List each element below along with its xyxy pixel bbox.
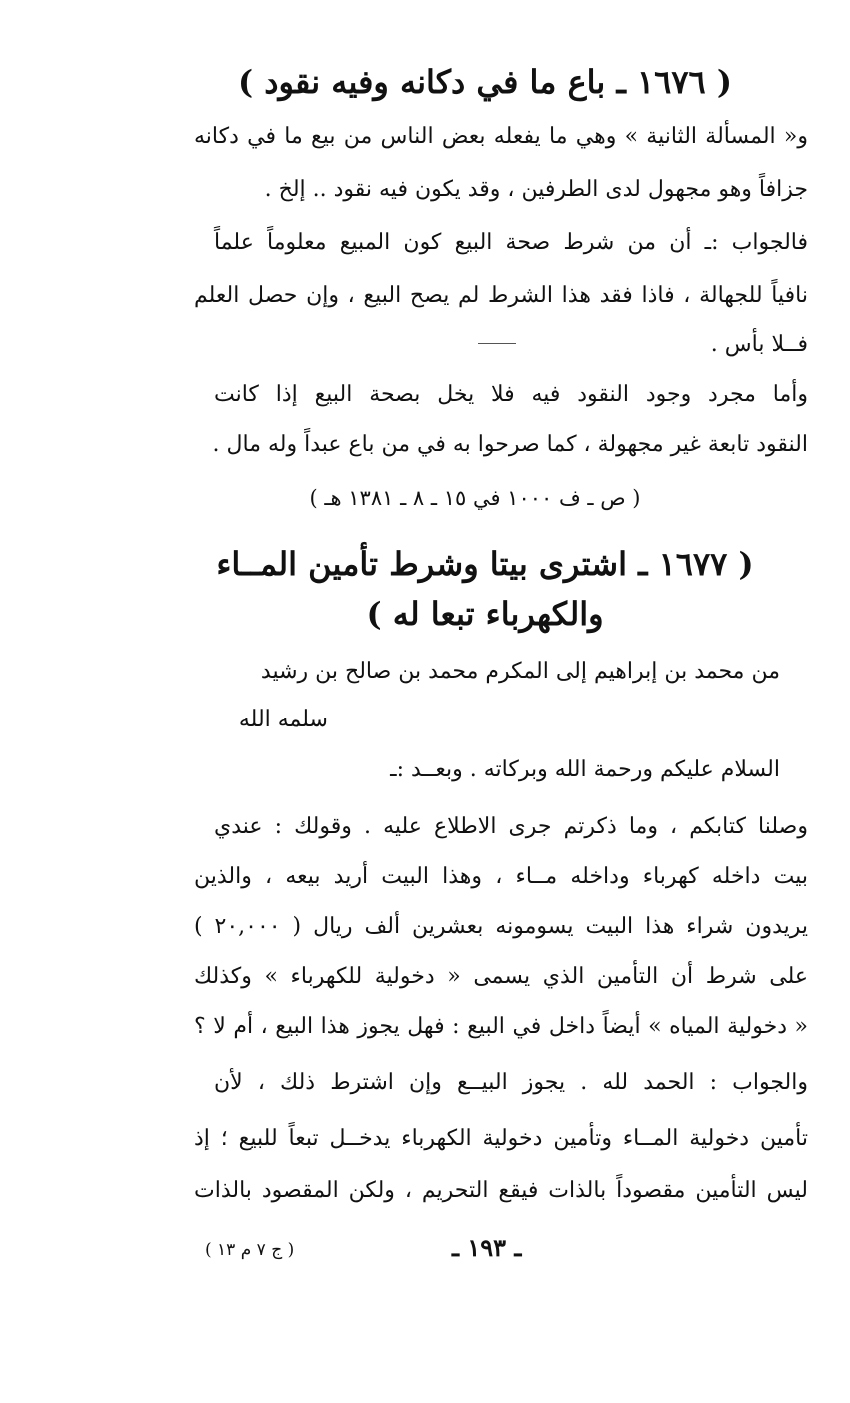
section-1676-line-1: و« المسألة الثانية » وهي ما يفعله بعض الناس من بيع ما في دكانه [194,124,808,149]
volume-marker: ( ج ٧ م ١٣ ) [205,1240,295,1260]
letter-address-line-1: من محمد بن إبراهيم إلى المكرم محمد بن صالح بن رشيد [260,659,780,684]
section-1676-heading: ( ١٦٧٦ ـ باع ما في دكانه وفيه نقود ) [237,63,732,101]
section-1676-line-2: جزافاً وهو مجهول لدى الطرفين ، وقد يكون فيه نقود .. إلخ . [264,177,808,202]
section-1677-line-8: ليس التأمين مقصوداً بالذات فيقع التحريم ، ولكن المقصود بالذات [194,1178,808,1203]
section-1676-line-6: وأما مجرد وجود النقود فيه فلا يخل بصحة البيع إذا كانت [214,382,808,407]
section-1677-heading-line-2: والكهرباء تبعا له ) [366,595,604,633]
section-1677-line-2: بيت داخله كهرباء وداخله مــاء ، وهذا البيت أريد بيعه ، والذين [194,864,808,889]
section-1676-line-5: فــلا بأس . [710,332,808,357]
letter-greeting: السلام عليكم ورحمة الله وبركاته . وبعــد :ـ [390,757,780,782]
section-1677-line-6: والجواب : الحمد لله . يجوز البيــع وإن اشترط ذلك ، لأن [214,1070,808,1095]
section-1676-line-4: نافياً للجهالة ، فاذا فقد هذا الشرط لم يصح البيع ، وإن حصل العلم [194,283,808,308]
letter-address-line-2: سلمه الله [238,707,328,732]
section-1677-line-4: على شرط أن التأمين الذي يسمى « دخولية للكهرباء » وكذلك [194,964,808,989]
section-1676-line-7: النقود تابعة غير مجهولة ، كما صرحوا به في من باع عبداً وله مال . [212,432,808,457]
section-1677-heading-line-1: ( ١٦٧٧ ـ اشترى بيتا وشرط تأمين المــاء [216,545,754,583]
section-1677-line-1: وصلنا كتابكم ، وما ذكرتم جرى الاطلاع عليه . وقولك : عندي [214,814,808,839]
section-1676-line-3: فالجواب :ـ أن من شرط صحة البيع كون المبيع معلوماً علماً [214,230,808,255]
section-1677-line-3: يريدون شراء هذا البيت يسومونه بعشرين ألف ريال ( ٢٠,٠٠٠ ) [194,914,808,939]
separator-rule [478,343,516,344]
section-1677-line-7: تأمين دخولية المــاء وتأمين دخولية الكهرباء يدخــل تبعاً للبيع ؛ إذ [194,1126,808,1151]
page-number: ـ ١٩٣ ـ [452,1233,522,1262]
section-1676-reference: ( ص ـ ف ١٠٠٠ في ١٥ ـ ٨ ـ ١٣٨١ هـ ) [309,486,641,510]
section-1677-line-5: « دخولية المياه » أيضاً داخل في البيع : فهل يجوز هذا البيع ، أم لا ؟ [194,1014,808,1039]
